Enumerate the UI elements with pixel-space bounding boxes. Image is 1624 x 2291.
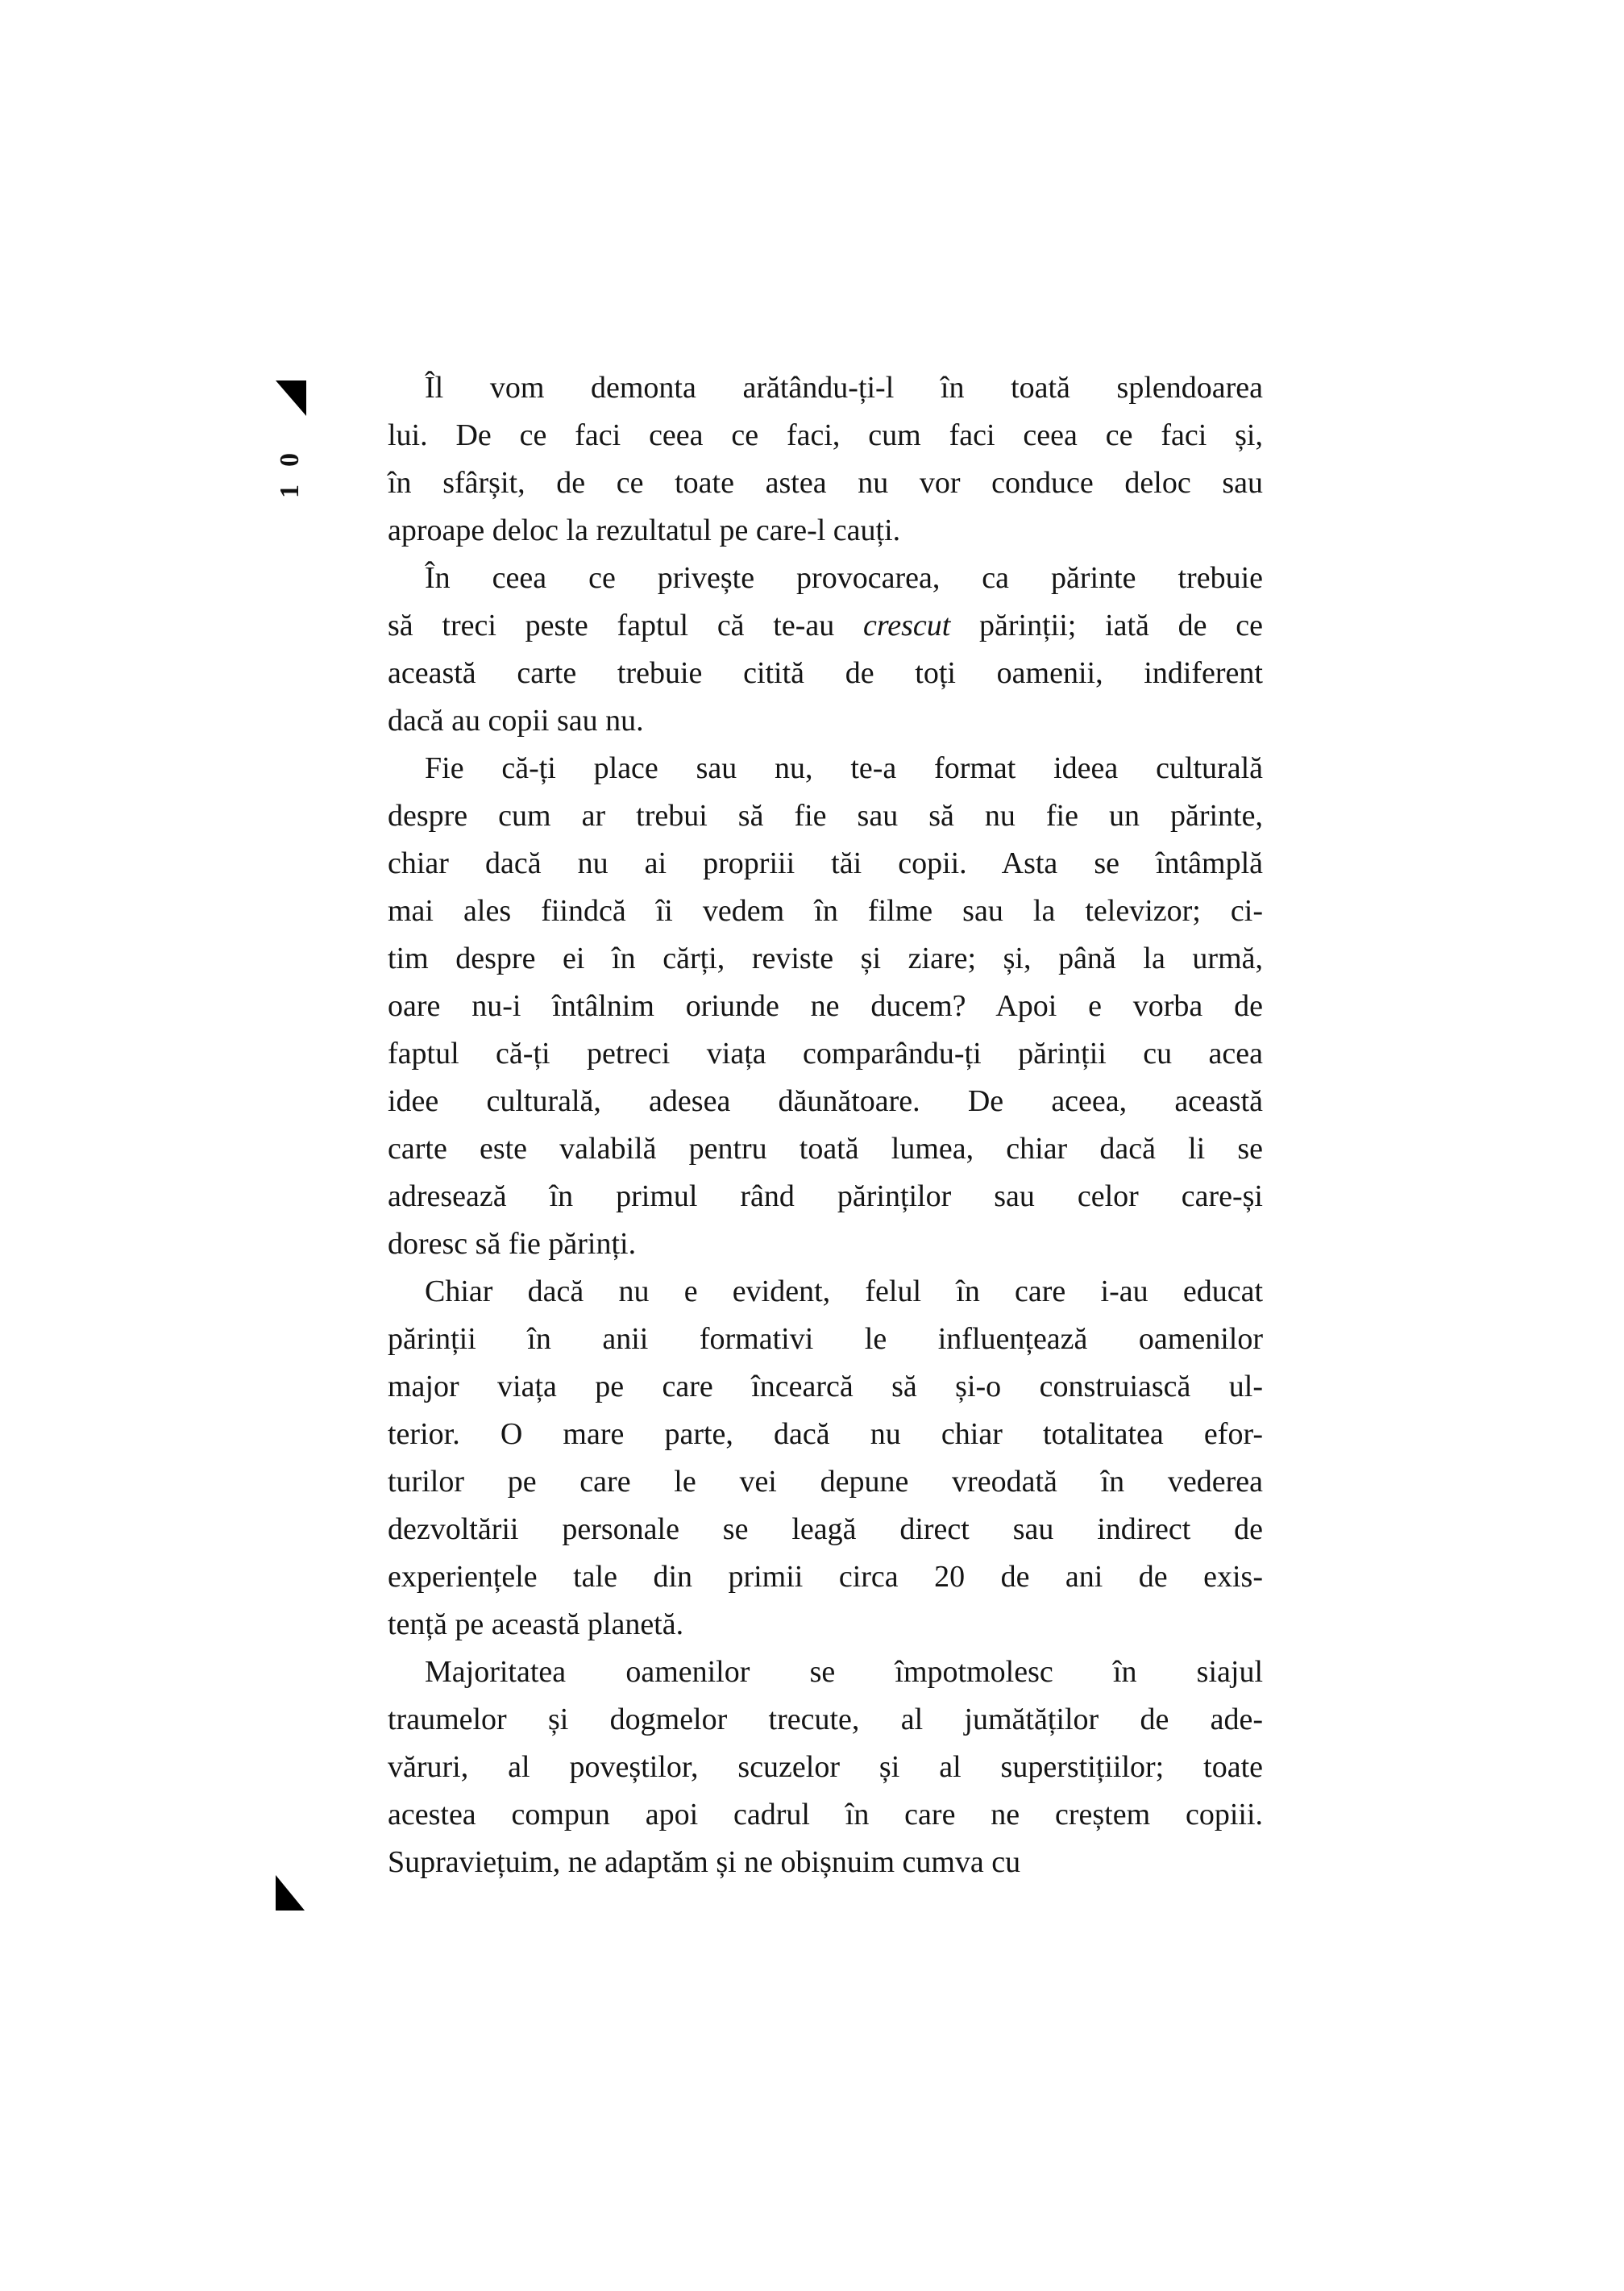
text-line — [388, 364, 1263, 412]
text-segment: Fie că-ți place sau nu, te-a format ideea culturală — [425, 751, 1263, 785]
text-segment: Chiar dacă nu e evident, felul în care i-au educat — [425, 1274, 1263, 1308]
text-line — [388, 412, 1263, 459]
text-segment: idee culturală, adesea dăunătoare. De aceea, această — [388, 1084, 1263, 1118]
text-segment: În ceea ce privește provocarea, ca părinte trebuie — [425, 561, 1263, 595]
text-line — [388, 1268, 1263, 1316]
text-segment: Supraviețuim, ne adaptăm și ne obișnuim cumva cu — [388, 1845, 1021, 1879]
text-segment: turilor pe care le vei depune vreodată în vederea — [388, 1465, 1263, 1499]
text-line — [388, 1363, 1263, 1411]
text-line — [388, 1553, 1263, 1601]
text-segment: Îl vom demonta arătându-ți-l în toată splendoarea — [425, 371, 1263, 405]
text-line — [388, 650, 1263, 697]
paragraph — [388, 555, 1263, 745]
italic-text: crescut — [862, 609, 951, 642]
text-line — [388, 840, 1263, 888]
text-segment: terior. O mare parte, dacă nu chiar totalitatea efor- — [388, 1417, 1263, 1451]
text-line — [388, 1030, 1263, 1078]
text-line — [388, 1649, 1263, 1696]
text-segment: dacă au copii sau nu. — [388, 704, 644, 738]
text-line — [388, 697, 1263, 745]
text-line — [388, 1458, 1263, 1506]
text-line — [388, 1791, 1263, 1839]
text-line — [388, 459, 1263, 507]
text-segment: această carte trebuie citită de toți oamenii, indiferent — [388, 656, 1263, 690]
text-segment: părinții; iată de ce — [950, 609, 1263, 642]
text-line — [388, 1411, 1263, 1458]
text-segment: tim despre ei în cărți, reviste și ziare; și, până la urmă, — [388, 942, 1263, 975]
fold-triangle-top-icon — [276, 380, 306, 416]
fold-triangle-bottom-icon — [276, 1875, 305, 1911]
text-segment: mai ales fiindcă îi vedem în filme sau la televizor; ci- — [388, 894, 1263, 928]
text-segment: părinții în anii formativi le influențează oamenilor — [388, 1322, 1263, 1356]
paragraph — [388, 1268, 1263, 1649]
text-segment: despre cum ar trebui să fie sau să nu fie un părinte, — [388, 799, 1263, 833]
text-segment: oare nu-i întâlnim oriunde ne ducem? Apoi e vorba de — [388, 989, 1263, 1023]
text-line — [388, 935, 1263, 983]
text-segment: adresează în primul rând părinților sau celor care-și — [388, 1179, 1263, 1213]
page-number: 10 — [275, 435, 305, 498]
text-line — [388, 1744, 1263, 1791]
text-segment: faptul că-ți petreci viața comparându-ți părinții cu acea — [388, 1037, 1263, 1071]
text-line — [388, 507, 1263, 555]
text-segment: văruri, al poveștilor, scuzelor și al superstițiilor; toate — [388, 1750, 1263, 1784]
text-line — [388, 792, 1263, 840]
text-segment: experiențele tale din primii circa 20 de ani de exis- — [388, 1560, 1263, 1594]
paragraph — [388, 745, 1263, 1268]
text-segment: lui. De ce faci ceea ce faci, cum faci ceea ce faci și, — [388, 418, 1263, 452]
text-line — [388, 1696, 1263, 1744]
text-line — [388, 1173, 1263, 1220]
text-line — [388, 1078, 1263, 1125]
text-line — [388, 1125, 1263, 1173]
text-segment: acestea compun apoi cadrul în care ne creștem copiii. — [388, 1798, 1263, 1832]
text-segment: carte este valabilă pentru toată lumea, chiar dacă li se — [388, 1132, 1263, 1166]
text-segment: doresc să fie părinți. — [388, 1227, 637, 1261]
text-line — [388, 1316, 1263, 1363]
text-line — [388, 1839, 1263, 1886]
paragraph — [388, 364, 1263, 555]
paragraph — [388, 1649, 1263, 1886]
text-segment: aproape deloc la rezultatul pe care-l cauți. — [388, 514, 901, 547]
text-segment: traumelor și dogmelor trecute, al jumătăților de ade- — [388, 1703, 1263, 1736]
text-segment: tență pe această planetă. — [388, 1607, 684, 1641]
text-line — [388, 1506, 1263, 1553]
text-segment: în sfârșit, de ce toate astea nu vor conduce deloc sau — [388, 466, 1263, 500]
text-segment: să treci peste faptul că te-au — [388, 609, 863, 642]
text-block — [388, 364, 1263, 1886]
text-segment: dezvoltării personale se leagă direct sau indirect de — [388, 1512, 1263, 1546]
text-line — [388, 888, 1263, 935]
text-line — [388, 1220, 1263, 1268]
page-number-container — [247, 423, 334, 528]
text-segment: Majoritatea oamenilor se împotmolesc în siajul — [425, 1655, 1263, 1689]
text-line — [388, 983, 1263, 1030]
text-segment: major viața pe care încearcă să și-o construiască ul- — [388, 1370, 1263, 1403]
text-segment: chiar dacă nu ai propriii tăi copii. Asta se întâmplă — [388, 846, 1263, 880]
text-line — [388, 745, 1263, 792]
text-line — [388, 1601, 1263, 1649]
text-line — [388, 602, 1263, 650]
text-line — [388, 555, 1263, 602]
